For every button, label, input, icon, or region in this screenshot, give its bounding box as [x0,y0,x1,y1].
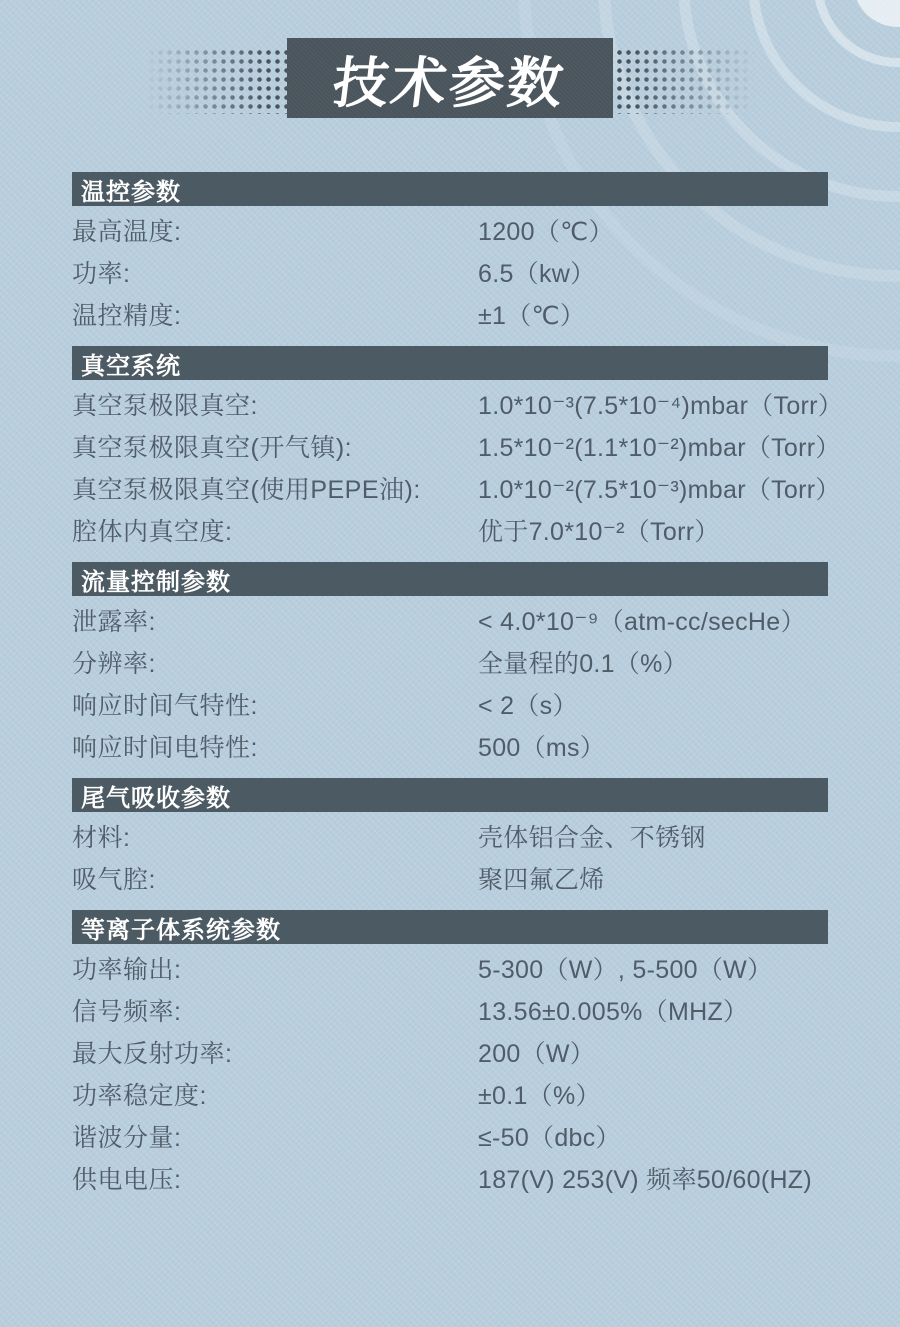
spec-row [72,1115,828,1157]
section-temp-control [72,172,828,335]
spec-row [72,641,828,683]
spec-value: ±0.1（%） [478,1082,601,1110]
spec-row [72,725,828,767]
spec-row [72,989,828,1031]
section-header: 真空系统 [72,346,828,380]
section-header: 等离子体系统参数 [72,910,828,944]
spec-value: 13.56±0.005%（MHZ） [478,998,749,1026]
spec-value: ≤-50（dbc） [478,1124,621,1152]
spec-row [72,251,828,293]
section-header: 尾气吸收参数 [72,778,828,812]
spec-label: 材料: [72,824,131,852]
section-exhaust-absorption [72,778,828,899]
section-rows [72,944,828,1199]
spec-row [72,293,828,335]
spec-value: < 2（s） [478,692,578,720]
spec-value: 1.0*10⁻³(7.5*10⁻⁴)mbar（Torr） [478,392,844,420]
section-rows [72,380,844,551]
spec-row [72,383,844,425]
spec-value: 5-300（W）, 5-500（W） [478,956,773,984]
spec-label: 最大反射功率: [72,1040,233,1068]
spec-label: 吸气腔: [72,866,156,894]
section-rows [72,596,828,767]
section-flow-control [72,562,828,767]
spec-row [72,467,841,509]
halftone-dots-right [613,46,755,114]
spec-row [72,209,828,251]
spec-content [72,172,844,1199]
spec-row [72,947,828,989]
spec-label: 腔体内真空度: [72,518,233,546]
spec-label: 供电电压: [72,1166,182,1194]
spec-row [72,1073,828,1115]
spec-value: 500（ms） [478,734,606,762]
spec-value: < 4.0*10⁻⁹（atm-cc/secHe） [478,608,806,636]
spec-value: ±1（℃） [478,302,586,330]
spec-value: 200（W） [478,1040,596,1068]
section-header: 温控参数 [72,172,828,206]
spec-value: 1.0*10⁻²(7.5*10⁻³)mbar（Torr） [478,476,841,504]
spec-label: 谐波分量: [72,1124,182,1152]
spec-label: 响应时间电特性: [72,734,258,762]
spec-label: 功率: [72,260,131,288]
spec-value: 187(V) 253(V) 频率50/60(HZ) [478,1166,813,1194]
spec-row [72,425,841,467]
page-title: 技术参数 [329,51,570,114]
spec-row [72,1157,828,1199]
spec-row [72,599,828,641]
title-banner-area [0,0,900,172]
spec-value: 6.5（kw） [478,260,596,288]
spec-value: 1200（℃） [478,218,614,246]
spec-label: 分辨率: [72,650,156,678]
spec-value: 全量程的0.1（%） [478,650,688,678]
spec-row [72,509,828,551]
section-rows [72,812,828,899]
section-rows [72,206,828,335]
spec-label: 功率稳定度: [72,1082,207,1110]
spec-label: 功率输出: [72,956,182,984]
section-plasma-system [72,910,828,1199]
spec-label: 最高温度: [72,218,182,246]
spec-value: 聚四氟乙烯 [478,866,605,894]
spec-row [72,815,828,857]
spec-label: 泄露率: [72,608,156,636]
spec-row [72,1031,828,1073]
spec-value: 1.5*10⁻²(1.1*10⁻²)mbar（Torr） [478,434,841,462]
halftone-dots-left [145,46,287,114]
spec-value: 壳体铝合金、不锈钢 [478,824,706,852]
spec-label: 真空泵极限真空(使用PEPE油): [72,476,421,504]
spec-label: 信号频率: [72,998,182,1026]
spec-label: 响应时间气特性: [72,692,258,720]
section-header: 流量控制参数 [72,562,828,596]
spec-label: 真空泵极限真空: [72,392,258,420]
spec-label: 温控精度: [72,302,182,330]
spec-row [72,857,828,899]
spec-label: 真空泵极限真空(开气镇): [72,434,353,462]
spec-row [72,683,828,725]
section-vacuum-system [72,346,844,551]
spec-value: 优于7.0*10⁻²（Torr） [478,518,720,546]
title-banner [287,38,613,118]
